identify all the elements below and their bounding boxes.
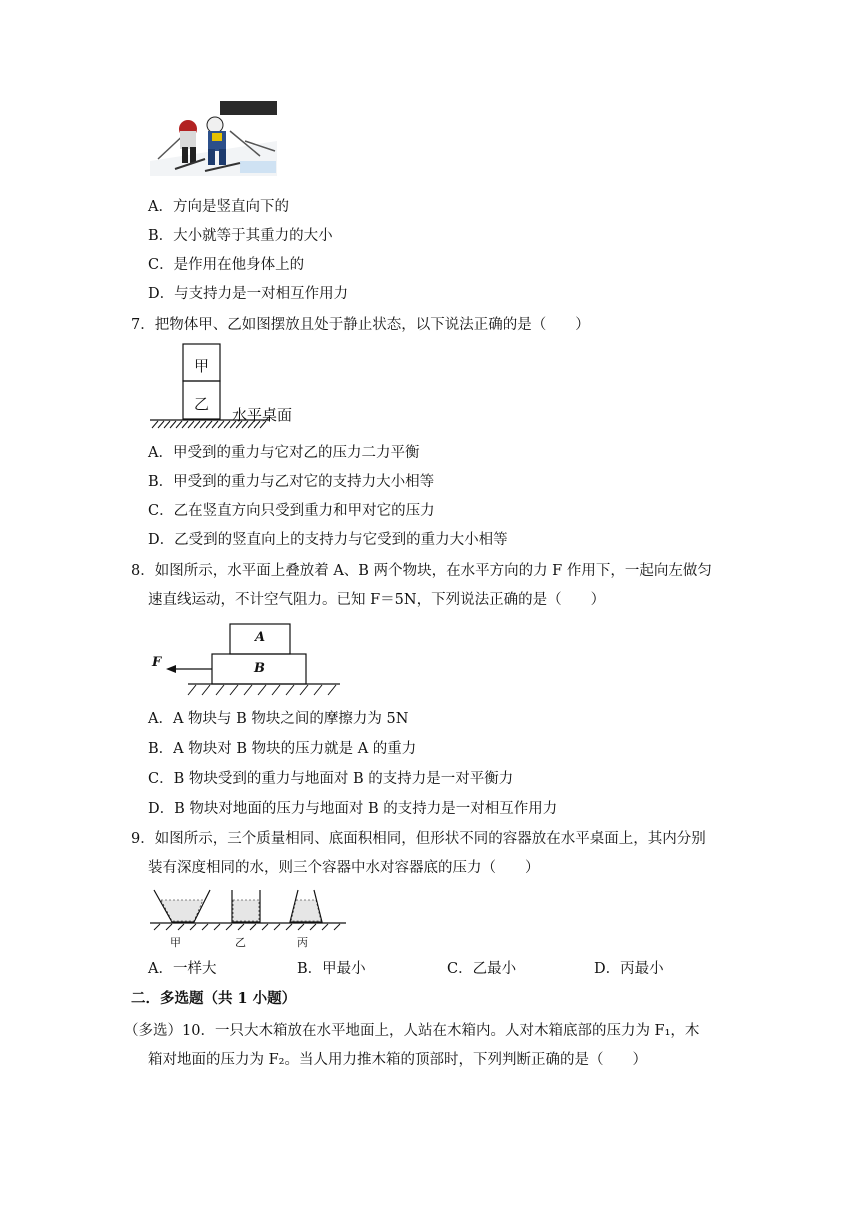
q9-stem-line1: 9．如图所示，三个质量相同、底面积相同，但形状不同的容器放在水平桌面上，其内分别 <box>131 831 706 847</box>
q8-stem-line2: 速直线运动，不计空气阻力。已知 F＝5N，下列说法正确的是（ ） <box>148 592 606 608</box>
q10-stem-line2: 箱对地面的压力为 F₂。当人用力推木箱的顶部时，下列判断正确的是（ ） <box>148 1052 647 1068</box>
section-title: 二．多选题（共 1 小题） <box>131 990 297 1007</box>
q9-stem-line2: 装有深度相同的水，则三个容器中水对容器底的压力（ ） <box>148 860 540 876</box>
q10-stem-line1: （多选）10．一只大木箱放在水平地面上，人站在木箱内。人对木箱底部的压力为 F₁，木 <box>124 1023 700 1039</box>
q7-option-b: B．甲受到的重力与乙对它的支持力大小相等 <box>148 474 435 490</box>
q9-option-b: B．甲最小 <box>297 961 366 977</box>
q6-option-d: D．与支持力是一对相互作用力 <box>148 286 349 302</box>
q8-label-b: B <box>254 661 265 676</box>
q7-figure <box>150 343 310 435</box>
q7-stem: 7．把物体甲、乙如图摆放且处于静止状态，以下说法正确的是（ ） <box>131 317 590 333</box>
q7-label-surface: 水平桌面 <box>232 406 293 424</box>
q8-figure <box>150 621 345 697</box>
q6-option-b: B．大小就等于其重力的大小 <box>148 228 333 244</box>
q7-option-d: D．乙受到的竖直向上的支持力与它受到的重力大小相等 <box>148 532 508 548</box>
q9-option-a: A．一样大 <box>148 961 217 977</box>
q9-figure <box>150 888 350 950</box>
q8-label-f: F <box>152 655 162 670</box>
q7-label-jia: 甲 <box>194 357 210 375</box>
q7-option-a: A．甲受到的重力与它对乙的压力二力平衡 <box>148 445 420 461</box>
q8-option-a: A．A 物块与 B 物块之间的摩擦力为 5N <box>148 711 409 727</box>
q9-label-bing: 丙 <box>297 936 308 949</box>
q9-label-yi: 乙 <box>235 936 246 949</box>
q8-option-c: C．B 物块受到的重力与地面对 B 的支持力是一对平衡力 <box>148 771 514 787</box>
skier-image <box>150 101 277 176</box>
q6-option-c: C．是作用在他身体上的 <box>148 257 305 273</box>
q7-option-c: C．乙在竖直方向只受到重力和甲对它的压力 <box>148 503 435 519</box>
q6-option-a: A．方向是竖直向下的 <box>148 199 289 215</box>
q8-option-d: D．B 物块对地面的压力与地面对 B 的支持力是一对相互作用力 <box>148 801 558 817</box>
q9-label-jia: 甲 <box>170 936 181 949</box>
q8-stem-line1: 8．如图所示，水平面上叠放着 A、B 两个物块，在水平方向的力 F 作用下，一起向左做匀 <box>131 563 712 579</box>
q7-label-yi: 乙 <box>194 395 210 413</box>
q9-option-d: D．丙最小 <box>594 961 664 977</box>
q9-option-c: C．乙最小 <box>447 961 517 977</box>
q8-label-a: A <box>255 630 266 645</box>
q8-option-b: B．A 物块对 B 物块的压力就是 A 的重力 <box>148 741 417 757</box>
